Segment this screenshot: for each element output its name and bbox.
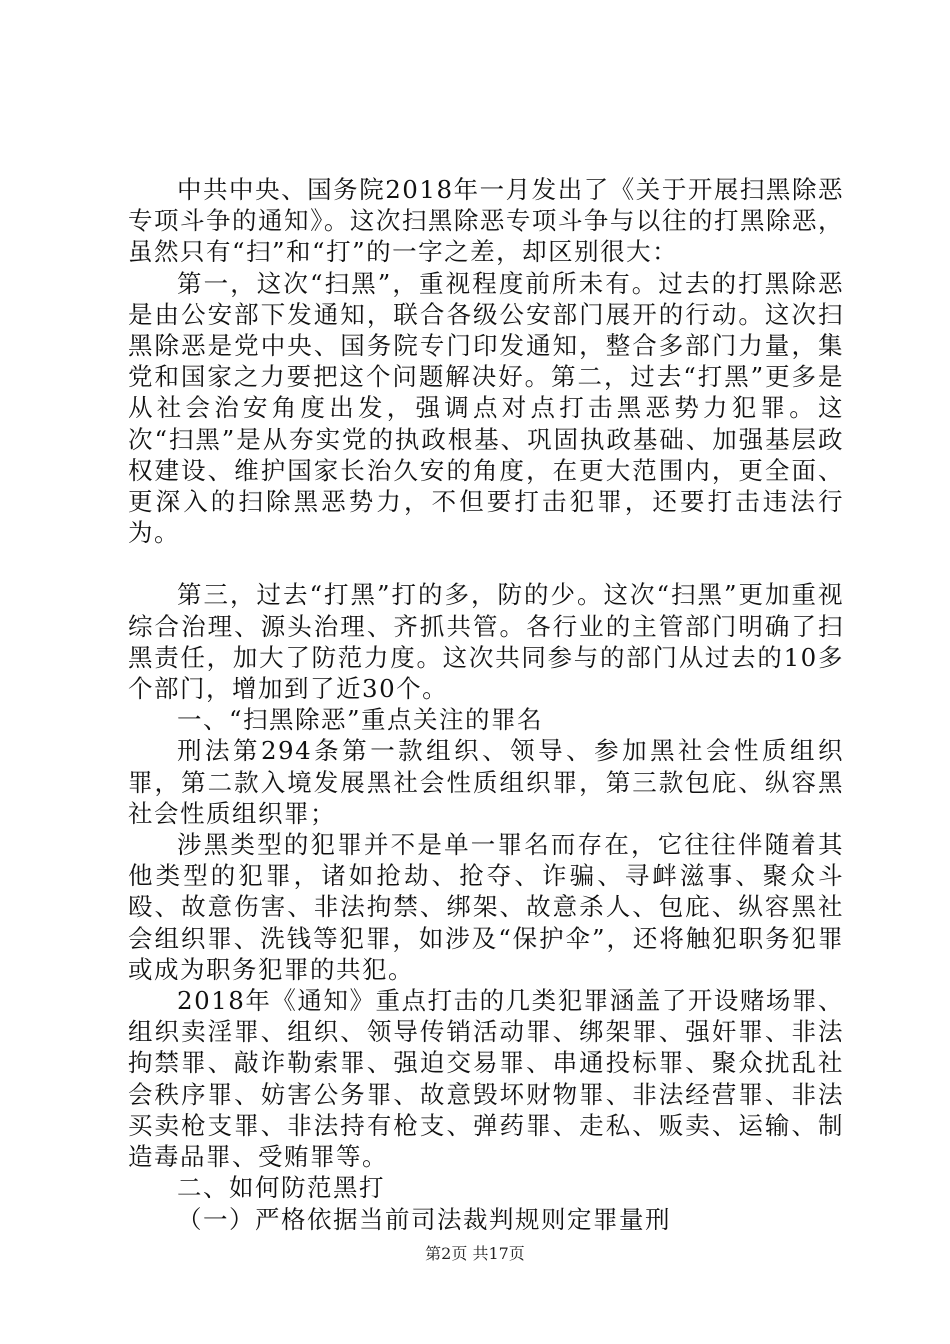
paragraph-article-294: 刑法第294条第一款组织、领导、参加黑社会性质组织罪，第二款入境发展黑社会性质组织罪，第三款包庇、纵容黑社会性质组织罪；	[128, 736, 844, 828]
section-heading-prevention: 二、如何防范黑打	[177, 1173, 385, 1203]
paragraph-intro: 中共中央、国务院2018年一月发出了《关于开展扫黑除恶专项斗争的通知》。这次扫黑除恶专项斗争与以往的打黑除恶，虽然只有“扫”和“打”的一字之差，却区别很大：	[128, 175, 844, 267]
section-heading-key-charges: 一、“扫黑除恶”重点关注的罪名	[177, 705, 544, 735]
paragraph-first-second-points: 第一，这次“扫黑”，重视程度前所未有。过去的打黑除恶是由公安部下发通知，联合各级公安部门展开的行动。这次扫黑除恶是党中央、国务院专门印发通知，整合多部门力量，集党和国家之力要把这个问题解决好。第二，过去“打黑”更多是从社会治安角度出发，强调点对点打击黑恶势力犯罪。这次“扫黑”是从夯实党的执政根基、巩固执政基础、加强基层政权建设、维护国家长治久安的角度，在更大范围内，更全面、更深入的扫除黑恶势力，不但要打击犯罪，还要打击违法行为。	[128, 268, 844, 548]
paragraph-related-crimes: 涉黑类型的犯罪并不是单一罪名而存在，它往往伴随着其他类型的犯罪，诸如抢劫、抢夺、诈骗、寻衅滋事、聚众斗殴、故意伤害、非法拘禁、绑架、故意杀人、包庇、纵容黑社会组织罪、洗钱等犯罪，如涉及“保护伞”，还将触犯职务犯罪或成为职务犯罪的共犯。	[128, 830, 844, 984]
paragraph-third-point: 第三，过去“打黑”打的多，防的少。这次“扫黑”更加重视综合治理、源头治理、齐抓共管。各行业的主管部门明确了扫黑责任，加大了防范力度。这次共同参与的部门从过去的10多个部门，增加到了近30个。	[128, 580, 844, 704]
subsection-heading-judicial-rules: （一）严格依据当前司法裁判规则定罪量刑	[177, 1204, 671, 1234]
paragraph-notice-2018-crimes: 2018年《通知》重点打击的几类犯罪涵盖了开设赌场罪、组织卖淫罪、组织、领导传销活动罪、绑架罪、强奸罪、非法拘禁罪、敲诈勒索罪、强迫交易罪、串通投标罪、聚众扰乱社会秩序罪、妨害公务罪、故意毁坏财物罪、非法经营罪、非法买卖枪支罪、非法持有枪支、弹药罪、走私、贩卖、运输、制造毒品罪、受贿罪等。	[128, 986, 844, 1172]
page-number-footer: 第2页 共17页	[425, 1244, 525, 1263]
document-body	[128, 174, 844, 1235]
